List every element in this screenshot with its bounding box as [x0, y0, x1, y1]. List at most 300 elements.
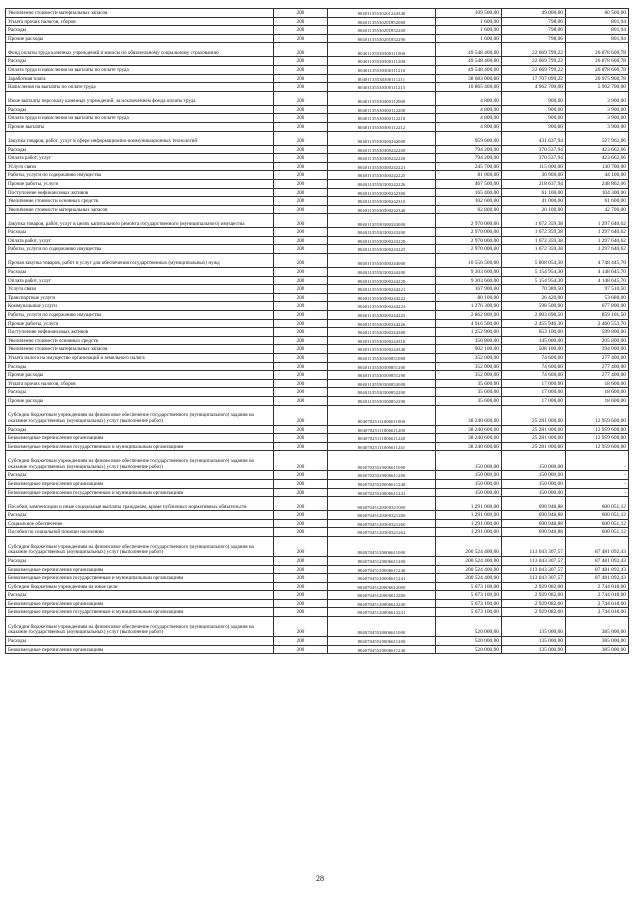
row-approved-cell: 794 200,00: [436, 145, 502, 154]
row-approved-cell: 80 100,00: [436, 293, 502, 302]
row-code-cell: 200: [274, 114, 328, 123]
row-executed-cell: 598 500,00: [502, 302, 566, 311]
row-unexecuted-cell: 12 959 600,00: [566, 434, 629, 443]
row-executed-cell: 113 043 307,57: [502, 574, 566, 583]
row-name-cell: Фонд оплаты труда казенных учреждений и взносы по обязательному социальному страхованию: [6, 43, 274, 57]
row-unexecuted-cell: 600 051,12: [566, 511, 629, 520]
row-executed-cell: 135 000,00: [502, 637, 566, 646]
table-row: [6, 371, 629, 380]
row-executed-cell: 113 043 307,57: [502, 536, 566, 556]
row-executed-cell: 900,00: [502, 105, 566, 114]
row-name-cell: Безвозмездные перечисления государственным и муниципальным организациям: [6, 442, 274, 451]
row-code-cell: 200: [274, 637, 328, 646]
row-executed-cell: 113 043 307,57: [502, 556, 566, 565]
row-unexecuted-cell: -: [566, 488, 629, 497]
row-kbk-cell: 80401135530300242225: [328, 171, 436, 180]
row-approved-cell: 1 291 000,00: [436, 497, 502, 511]
row-executed-cell: 20 100,00: [502, 205, 566, 214]
row-approved-cell: 49 548 400,00: [436, 57, 502, 66]
row-executed-cell: 690 948,88: [502, 519, 566, 528]
row-approved-cell: 150 000,00: [436, 451, 502, 471]
row-executed-cell: 900,00: [502, 91, 566, 105]
row-approved-cell: 200 524 400,00: [436, 556, 502, 565]
row-kbk-cell: 80401135530201852200: [328, 26, 436, 35]
row-approved-cell: 49 548 400,00: [436, 65, 502, 74]
row-approved-cell: 200 524 400,00: [436, 536, 502, 556]
row-kbk-cell: 80401135530300244222: [328, 293, 436, 302]
row-unexecuted-cell: 248 862,06: [566, 179, 629, 188]
row-name-cell: Расходы: [6, 471, 274, 480]
row-kbk-cell: 80401135530300244223: [328, 302, 436, 311]
row-code-cell: 200: [274, 336, 328, 345]
row-kbk-cell: 80401135530300852290: [328, 396, 436, 405]
row-code-cell: 200: [274, 74, 328, 83]
table-row: [6, 236, 629, 245]
page-number: 28: [316, 874, 324, 883]
row-kbk-cell: 80401135530300244200: [328, 268, 436, 277]
table-row: [6, 582, 629, 591]
row-unexecuted-cell: 12 959 600,00: [566, 405, 629, 425]
row-name-cell: Поступление нефинансовых активов: [6, 328, 274, 337]
table-row: [6, 362, 629, 371]
row-unexecuted-cell: 26 878 600,78: [566, 43, 629, 57]
row-executed-cell: 2 929 082,00: [502, 582, 566, 591]
row-approved-cell: 150 000,00: [436, 488, 502, 497]
row-name-cell: Расходы: [6, 511, 274, 520]
row-kbk-cell: 80407045120006612200: [328, 591, 436, 600]
row-code-cell: 200: [274, 254, 328, 268]
row-code-cell: 200: [274, 497, 328, 511]
row-name-cell: Заработная плата: [6, 74, 274, 83]
table-row: [6, 171, 629, 180]
row-unexecuted-cell: 1 297 640,62: [566, 245, 629, 254]
row-kbk-cell: 80401135530300243000: [328, 214, 436, 228]
row-approved-cell: 5 673 100,00: [436, 599, 502, 608]
row-unexecuted-cell: 104 300,00: [566, 188, 629, 197]
table-row: [6, 328, 629, 337]
row-unexecuted-cell: 18 600,00: [566, 396, 629, 405]
row-name-cell: Иные выплаты персоналу казенных учреждений, за исключением фонда оплаты труда: [6, 91, 274, 105]
row-name-cell: Расходы: [6, 57, 274, 66]
row-kbk-cell: 80401135530300242200: [328, 145, 436, 154]
table-row: [6, 268, 629, 277]
row-executed-cell: 370 537,94: [502, 154, 566, 163]
row-executed-cell: 25 281 000,00: [502, 434, 566, 443]
row-approved-cell: 150 000,00: [436, 471, 502, 480]
row-approved-cell: 1 291 000,00: [436, 519, 502, 528]
row-executed-cell: 145 000,00: [502, 336, 566, 345]
row-approved-cell: 2 970 000,00: [436, 245, 502, 254]
table-row: [6, 319, 629, 328]
row-unexecuted-cell: 3 900,00: [566, 122, 629, 131]
table-row: [6, 276, 629, 285]
row-name-cell: Оплата работ, услуг: [6, 276, 274, 285]
row-executed-cell: 25 281 000,00: [502, 442, 566, 451]
row-kbk-cell: 80407045120300321260: [328, 519, 436, 528]
row-name-cell: Безвозмездные перечисления организациям: [6, 645, 274, 654]
row-name-cell: Безвозмездные перечисления организациям: [6, 599, 274, 608]
table-row: [6, 114, 629, 123]
row-kbk-cell: 80401135530300242000: [328, 131, 436, 145]
row-name-cell: Начисления на выплаты по оплате труда: [6, 83, 274, 92]
row-kbk-cell: 80401135530300111200: [328, 57, 436, 66]
row-unexecuted-cell: 277 400,00: [566, 371, 629, 380]
row-name-cell: Социальное обеспечение: [6, 519, 274, 528]
row-kbk-cell: 80407025520006611000: [328, 451, 436, 471]
row-executed-cell: 74 600,00: [502, 354, 566, 363]
row-unexecuted-cell: 2 744 018,00: [566, 591, 629, 600]
row-unexecuted-cell: 1 297 640,62: [566, 228, 629, 237]
row-name-cell: Безвозмездные перечисления организациям: [6, 565, 274, 574]
row-kbk-cell: 80401135530201852290: [328, 34, 436, 43]
row-executed-cell: 1 672 359,38: [502, 245, 566, 254]
row-unexecuted-cell: 385 000,00: [566, 617, 629, 637]
row-unexecuted-cell: 26 878 600,78: [566, 57, 629, 66]
budget-table-container: [5, 8, 628, 654]
row-kbk-cell: 80401135530300244226: [328, 319, 436, 328]
row-executed-cell: 5 154 954,30: [502, 276, 566, 285]
row-approved-cell: 10 865 400,00: [436, 83, 502, 92]
row-unexecuted-cell: 97 510,50: [566, 285, 629, 294]
row-kbk-cell: 80401135530201852000: [328, 17, 436, 26]
row-unexecuted-cell: 4 748 445,70: [566, 254, 629, 268]
row-name-cell: Расходы: [6, 388, 274, 397]
row-name-cell: Безвозмездные перечисления государственным и муниципальным организациям: [6, 608, 274, 617]
row-code-cell: 200: [274, 43, 328, 57]
row-unexecuted-cell: 130 700,00: [566, 162, 629, 171]
row-kbk-cell: 80401135530300112210: [328, 114, 436, 123]
table-row: [6, 285, 629, 294]
row-name-cell: Поступление нефинансовых активов: [6, 188, 274, 197]
row-kbk-cell: 80407045120006611241: [328, 574, 436, 583]
row-unexecuted-cell: 2 460 553,70: [566, 319, 629, 328]
row-name-cell: Увеличение стоимости основных средств: [6, 336, 274, 345]
row-unexecuted-cell: 12 959 600,00: [566, 425, 629, 434]
row-name-cell: Прочие работы, услуги: [6, 179, 274, 188]
row-executed-cell: 1 672 359,38: [502, 228, 566, 237]
row-kbk-cell: 80401135530300852000: [328, 379, 436, 388]
row-name-cell: Безвозмездные перечисления организациям: [6, 434, 274, 443]
row-executed-cell: 508 100,00: [502, 345, 566, 354]
row-code-cell: 200: [274, 396, 328, 405]
row-executed-cell: 218 637,94: [502, 179, 566, 188]
row-kbk-cell: 80401135530300244300: [328, 328, 436, 337]
table-row: [6, 336, 629, 345]
row-code-cell: 200: [274, 145, 328, 154]
row-kbk-cell: 80407025111006611241: [328, 442, 436, 451]
row-code-cell: 200: [274, 599, 328, 608]
row-approved-cell: 1 291 000,00: [436, 528, 502, 537]
row-kbk-cell: 80401135530300112212: [328, 122, 436, 131]
row-code-cell: 200: [274, 379, 328, 388]
row-code-cell: 200: [274, 179, 328, 188]
table-row: [6, 131, 629, 145]
row-code-cell: 200: [274, 302, 328, 311]
row-executed-cell: 36 900,00: [502, 171, 566, 180]
row-name-cell: Работы, услуги по содержанию имущества: [6, 171, 274, 180]
row-executed-cell: 2 455 946,30: [502, 319, 566, 328]
table-row: [6, 574, 629, 583]
row-kbk-cell: 80401135530300244340: [328, 345, 436, 354]
table-row: [6, 197, 629, 206]
row-code-cell: 200: [274, 556, 328, 565]
table-row: [6, 599, 629, 608]
row-code-cell: 200: [274, 345, 328, 354]
row-unexecuted-cell: 677 800,00: [566, 302, 629, 311]
row-unexecuted-cell: 12 959 600,00: [566, 442, 629, 451]
table-row: [6, 74, 629, 83]
row-code-cell: 200: [274, 354, 328, 363]
row-kbk-cell: 80401135530300852200: [328, 388, 436, 397]
row-approved-cell: 352 000,00: [436, 362, 502, 371]
row-code-cell: 200: [274, 154, 328, 163]
row-approved-cell: 38 240 600,00: [436, 442, 502, 451]
table-row: [6, 293, 629, 302]
row-name-cell: Уплата прочих налогов, сборов: [6, 379, 274, 388]
row-unexecuted-cell: 277 400,00: [566, 354, 629, 363]
row-unexecuted-cell: 3 900,00: [566, 91, 629, 105]
row-code-cell: 200: [274, 519, 328, 528]
row-code-cell: 200: [274, 608, 328, 617]
table-row: [6, 354, 629, 363]
row-kbk-cell: 80401135530300851290: [328, 371, 436, 380]
row-unexecuted-cell: 1 297 640,62: [566, 214, 629, 228]
row-approved-cell: 520 000,00: [436, 617, 502, 637]
row-approved-cell: 200 524 400,00: [436, 574, 502, 583]
row-code-cell: 200: [274, 105, 328, 114]
row-executed-cell: 690 948,88: [502, 528, 566, 537]
table-row: [6, 179, 629, 188]
row-code-cell: 200: [274, 388, 328, 397]
table-row: [6, 26, 629, 35]
row-name-cell: Работы, услуги по содержанию имущества: [6, 311, 274, 320]
row-kbk-cell: 80401135530300242220: [328, 154, 436, 163]
row-name-cell: Расходы: [6, 145, 274, 154]
row-code-cell: 200: [274, 245, 328, 254]
row-name-cell: Расходы: [6, 362, 274, 371]
row-code-cell: 200: [274, 131, 328, 145]
row-code-cell: 200: [274, 371, 328, 380]
row-code-cell: 200: [274, 617, 328, 637]
row-kbk-cell: 80407045120300321000: [328, 497, 436, 511]
table-row: [6, 91, 629, 105]
row-code-cell: 200: [274, 471, 328, 480]
table-row: [6, 591, 629, 600]
row-approved-cell: 352 000,00: [436, 371, 502, 380]
row-name-cell: Прочие расходы: [6, 396, 274, 405]
row-name-cell: Уплата прочих налогов, сборов: [6, 17, 274, 26]
row-code-cell: 200: [274, 83, 328, 92]
table-row: [6, 105, 629, 114]
row-name-cell: Пособия, компенсации и иные социальные выплаты гражданам, кроме публичных нормативных обязательств: [6, 497, 274, 511]
row-code-cell: 200: [274, 65, 328, 74]
row-name-cell: Оплата работ, услуг: [6, 236, 274, 245]
row-kbk-cell: 80407025520006611200: [328, 471, 436, 480]
row-executed-cell: 113 043 307,57: [502, 565, 566, 574]
row-approved-cell: 49 548 400,00: [436, 43, 502, 57]
row-unexecuted-cell: 60 500,00: [566, 9, 629, 18]
row-executed-cell: 61 100,00: [502, 188, 566, 197]
row-unexecuted-cell: 2 744 018,00: [566, 582, 629, 591]
row-executed-cell: 135 000,00: [502, 617, 566, 637]
row-name-cell: Расходы: [6, 556, 274, 565]
row-name-cell: Прочие расходы: [6, 34, 274, 43]
row-executed-cell: 690 948,88: [502, 497, 566, 511]
row-name-cell: Коммунальные услуги: [6, 302, 274, 311]
row-unexecuted-cell: -: [566, 451, 629, 471]
row-executed-cell: 17 000,00: [502, 388, 566, 397]
table-row: [6, 188, 629, 197]
row-unexecuted-cell: 87 481 092,43: [566, 556, 629, 565]
row-unexecuted-cell: 4 148 645,70: [566, 268, 629, 277]
row-code-cell: 200: [274, 293, 328, 302]
row-executed-cell: 115 000,00: [502, 162, 566, 171]
row-name-cell: Увеличение стоимости материальных запасов: [6, 345, 274, 354]
table-row: [6, 405, 629, 425]
row-executed-cell: 150 000,00: [502, 471, 566, 480]
row-code-cell: 200: [274, 536, 328, 556]
row-approved-cell: 959 600,00: [436, 131, 502, 145]
row-executed-cell: 41 000,00: [502, 197, 566, 206]
table-row: [6, 488, 629, 497]
row-kbk-cell: 80407045120006611000: [328, 536, 436, 556]
row-approved-cell: 5 673 100,00: [436, 591, 502, 600]
row-executed-cell: 1 672 359,38: [502, 236, 566, 245]
row-approved-cell: 165 400,00: [436, 188, 502, 197]
row-kbk-cell: 80407045120006612241: [328, 608, 436, 617]
row-code-cell: 200: [274, 34, 328, 43]
row-name-cell: Расходы: [6, 228, 274, 237]
row-executed-cell: 17 000,00: [502, 396, 566, 405]
table-row: [6, 34, 629, 43]
table-row: [6, 528, 629, 537]
row-approved-cell: 520 000,00: [436, 645, 502, 654]
row-unexecuted-cell: 385 000,00: [566, 637, 629, 646]
row-code-cell: 200: [274, 311, 328, 320]
row-executed-cell: 2 003 698,50: [502, 311, 566, 320]
row-name-cell: Прочая закупка товаров, работ и услуг для обеспечения государственных (муниципальных) нужд: [6, 254, 274, 268]
row-executed-cell: 135 000,00: [502, 645, 566, 654]
table-row: [6, 379, 629, 388]
row-executed-cell: 2 929 082,00: [502, 608, 566, 617]
row-unexecuted-cell: 385 000,00: [566, 645, 629, 654]
row-code-cell: 200: [274, 479, 328, 488]
row-kbk-cell: 80401135530300112000: [328, 91, 436, 105]
row-executed-cell: 150 000,00: [502, 479, 566, 488]
row-executed-cell: 17 000,00: [502, 379, 566, 388]
row-executed-cell: 49 000,00: [502, 9, 566, 18]
table-row: [6, 214, 629, 228]
row-code-cell: 200: [274, 425, 328, 434]
row-name-cell: Транспортные услуги: [6, 293, 274, 302]
table-row: [6, 9, 629, 18]
table-row: [6, 43, 629, 57]
row-code-cell: 200: [274, 434, 328, 443]
row-executed-cell: 25 281 000,00: [502, 405, 566, 425]
row-kbk-cell: 80401135530300244221: [328, 285, 436, 294]
row-executed-cell: 22 669 799,22: [502, 43, 566, 57]
table-row: [6, 122, 629, 131]
row-kbk-cell: 80401135530300111213: [328, 83, 436, 92]
table-row: [6, 145, 629, 154]
row-name-cell: Безвозмездные перечисления государственным и муниципальным организациям: [6, 574, 274, 583]
row-unexecuted-cell: 527 962,06: [566, 131, 629, 145]
table-row: [6, 245, 629, 254]
row-name-cell: Расходы: [6, 425, 274, 434]
row-approved-cell: 2 970 000,00: [436, 228, 502, 237]
table-row: [6, 617, 629, 637]
row-unexecuted-cell: 87 481 092,43: [566, 536, 629, 556]
row-kbk-cell: 80407045520006611200: [328, 637, 436, 646]
row-kbk-cell: 80407045120300321200: [328, 511, 436, 520]
row-kbk-cell: 80401135530300243200: [328, 228, 436, 237]
row-kbk-cell: 80401135530300851000: [328, 354, 436, 363]
row-approved-cell: 5 673 100,00: [436, 582, 502, 591]
row-approved-cell: 102 600,00: [436, 197, 502, 206]
row-name-cell: Безвозмездные перечисления государственным и муниципальным организациям: [6, 488, 274, 497]
row-unexecuted-cell: 3 900,00: [566, 114, 629, 123]
row-code-cell: 200: [274, 442, 328, 451]
row-name-cell: Увеличение стоимости материальных запасов: [6, 9, 274, 18]
row-unexecuted-cell: -: [566, 471, 629, 480]
row-code-cell: 200: [274, 268, 328, 277]
row-name-cell: Оплата труда и начисления на выплаты по оплате труда: [6, 65, 274, 74]
table-row: [6, 345, 629, 354]
table-row: [6, 442, 629, 451]
row-approved-cell: 200 524 400,00: [436, 565, 502, 574]
row-unexecuted-cell: 20 975 900,78: [566, 74, 629, 83]
row-approved-cell: 9 303 600,00: [436, 276, 502, 285]
row-name-cell: Субсидии бюджетным учреждениям на иные цели: [6, 582, 274, 591]
row-unexecuted-cell: 42 700,00: [566, 205, 629, 214]
row-code-cell: 200: [274, 214, 328, 228]
table-row: [6, 162, 629, 171]
row-executed-cell: 22 669 799,22: [502, 57, 566, 66]
row-approved-cell: 4 916 500,00: [436, 319, 502, 328]
table-row: [6, 471, 629, 480]
row-kbk-cell: 80401135530201244340: [328, 9, 436, 18]
table-row: [6, 519, 629, 528]
table-row: [6, 205, 629, 214]
row-kbk-cell: 80407045120006611240: [328, 565, 436, 574]
row-executed-cell: 1 672 359,38: [502, 214, 566, 228]
row-approved-cell: 520 000,00: [436, 637, 502, 646]
row-code-cell: 200: [274, 9, 328, 18]
row-code-cell: 200: [274, 228, 328, 237]
table-row: [6, 65, 629, 74]
row-executed-cell: 74 600,00: [502, 371, 566, 380]
row-unexecuted-cell: 18 600,00: [566, 379, 629, 388]
row-code-cell: 200: [274, 328, 328, 337]
row-approved-cell: 350 800,00: [436, 336, 502, 345]
table-row: [6, 228, 629, 237]
row-kbk-cell: 80401135530300242226: [328, 179, 436, 188]
row-approved-cell: 9 303 600,00: [436, 268, 502, 277]
table-row: [6, 311, 629, 320]
row-approved-cell: 81 000,00: [436, 171, 502, 180]
row-kbk-cell: 80407025111006611200: [328, 425, 436, 434]
row-executed-cell: 150 000,00: [502, 488, 566, 497]
row-unexecuted-cell: 87 481 092,43: [566, 574, 629, 583]
row-executed-cell: 22 669 799,22: [502, 65, 566, 74]
row-code-cell: 200: [274, 582, 328, 591]
table-row: [6, 637, 629, 646]
row-unexecuted-cell: 859 101,50: [566, 311, 629, 320]
row-kbk-cell: 80401135530300244000: [328, 254, 436, 268]
row-name-cell: Прочие выплаты: [6, 122, 274, 131]
row-code-cell: 200: [274, 591, 328, 600]
row-approved-cell: 109 500,00: [436, 9, 502, 18]
